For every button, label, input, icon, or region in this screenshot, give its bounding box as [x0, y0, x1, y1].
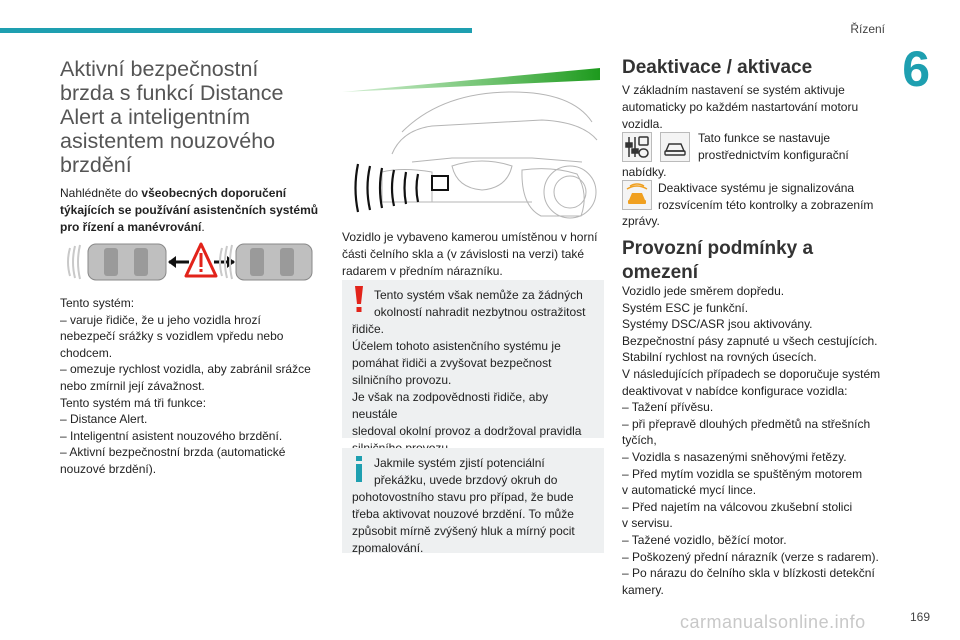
text-line: Tento systém však nemůže za žádných	[374, 288, 583, 302]
text-line: – při přepravě dlouhých předmětů na střešních	[622, 416, 871, 431]
text-line: okolností nahradit nezbytnou ostražitost	[374, 305, 586, 319]
text-line: Systémy DSC/ASR jsou aktivovány.	[622, 317, 813, 332]
title-line: Aktivní bezpečnostní	[60, 57, 259, 81]
text-line: sledoval okolní provoz a dodržoval pravidla	[352, 424, 582, 438]
text-line: – Tažení přívěsu.	[622, 400, 714, 415]
system-description	[60, 295, 325, 478]
text-line: – Vozidla s nasazenými sněhovými řetězy.	[622, 449, 847, 464]
conditions-list	[622, 283, 884, 598]
text-line: Účelem tohoto asistenčního systému je	[352, 339, 561, 353]
text-line: – Před mytím vozidla se spuštěným motorem	[622, 466, 863, 481]
text-line: Bezpečnostní pásy zapnuté u všech cestujících.	[622, 333, 878, 348]
intro-paragraph	[60, 185, 325, 236]
heading-deactivation: Deaktivace / aktivace	[622, 57, 813, 78]
top-accent-bar	[0, 28, 472, 33]
chapter-number: 6	[902, 41, 930, 97]
camera-paragraph: Vozidlo je vybaveno kamerou umístěnou v horní části čelního skla a (v závislosti na verzi) také radarem v předním nárazníku.	[342, 230, 598, 278]
text-line: nouzové brzdění).	[60, 461, 157, 476]
text-line: – Před najetím na válcovou zkušební stolici	[622, 499, 853, 514]
title-line: Alert a inteligentním	[60, 105, 251, 129]
text-line: – Po nárazu do čelního skla v blízkosti detekční	[622, 566, 875, 581]
text-line: nebezpečí srážky s vozidlem vpředu nebo	[60, 329, 284, 344]
heading-line: omezení	[622, 262, 699, 283]
config-line: nabídky.	[622, 165, 667, 179]
info-icon	[354, 456, 364, 482]
text-line: pohotovostního stavu pro případ, že bude	[352, 490, 574, 504]
text-line: řidiče.	[352, 322, 385, 336]
intro-prefix: Nahlédněte do	[60, 186, 142, 200]
title-line: brzda s funkcí Distance	[60, 81, 284, 105]
text-line: chodcem.	[60, 345, 113, 360]
car-front-camera-illustration	[342, 62, 604, 222]
text-line: – Inteligentní asistent nouzového brzdění.	[60, 428, 283, 443]
intro-suffix: .	[201, 220, 205, 234]
text-line: v automatické mycí lince.	[622, 483, 757, 498]
page-number: 169	[909, 610, 930, 624]
text-line: zpomalování.	[352, 541, 424, 555]
deactivation-line: Deaktivace systému je signalizována	[658, 181, 855, 195]
text-line: – Aktivní bezpečnostní brzda (automatické	[60, 445, 286, 460]
text-line: třeba aktivovat nouzové brzdění. To může	[352, 507, 574, 521]
collision-illustration	[64, 240, 314, 284]
title-line: asistentem nouzového	[60, 129, 276, 153]
title-line: brzdění	[60, 153, 132, 177]
text-line: překážku, uvede brzdový okruh do	[374, 473, 558, 487]
text-line: v servisu.	[622, 516, 673, 531]
warning-box	[342, 280, 604, 438]
settings-icon	[622, 132, 652, 162]
text-line: Vozidlo jede směrem dopředu.	[622, 284, 785, 298]
warning-lamp-icon	[622, 180, 652, 210]
config-line: Tato funkce se nastavuje	[698, 131, 831, 145]
text-line: kamery.	[622, 582, 664, 597]
deactivation-line: zprávy.	[622, 214, 660, 228]
text-line: Stabilní rychlost na rovných úsecích.	[622, 350, 817, 365]
text-line: Systém ESC je funkční.	[622, 300, 749, 315]
text-line: Tento systém:	[60, 296, 135, 310]
text-line: V následujících případech se doporučuje systém	[622, 366, 881, 381]
text-line: – Tažené vozidlo, běžící motor.	[622, 532, 787, 547]
text-line: silničního provozu.	[352, 373, 452, 387]
car-settings-icon	[660, 132, 690, 162]
heading-conditions	[622, 237, 872, 285]
text-line: pomáhat řidiči a zvyšovat bezpečnost	[352, 356, 552, 370]
info-box	[342, 448, 604, 553]
config-line: prostřednictvím konfigurační	[698, 148, 849, 162]
deactivation-line: rozsvícením této kontrolky a zobrazením	[658, 198, 874, 212]
section-title	[60, 57, 322, 177]
text-line: způsobit mírně zvýšený hluk a mírný pocit	[352, 524, 575, 538]
text-line: tyčích,	[622, 433, 657, 448]
text-line: deaktivovat v nabídce konfigurace vozidla:	[622, 383, 848, 398]
text-line: – Poškozený přední nárazník (verze s radarem).	[622, 549, 879, 564]
text-line: nebo zmírnil její závažnost.	[60, 378, 205, 393]
text-line: Tento systém má tři funkce:	[60, 395, 207, 410]
watermark: carmanualsonline.info	[680, 612, 866, 632]
warning-exclamation-icon	[352, 286, 366, 314]
text-line: Je však na zodpovědnosti řidiče, aby neustále	[352, 390, 549, 421]
text-line: – Distance Alert.	[60, 412, 148, 427]
default-activation-paragraph: V základním nastavení se systém aktivuje automaticky po každém nastartování motoru vozidla.	[622, 83, 859, 131]
heading-line: Provozní podmínky a	[622, 238, 814, 259]
text-line: – omezuje rychlost vozidla, aby zabránil srážce	[60, 362, 311, 377]
section-name: Řízení	[850, 22, 885, 36]
text-line: – varuje řidiče, že u jeho vozidla hrozí	[60, 312, 261, 327]
text-line: Jakmile systém zjistí potenciální	[374, 456, 545, 470]
intro-bold-link: všeobecných doporučení týkajících se používání asistenčních systémů pro řízení a manévrování	[60, 186, 319, 234]
